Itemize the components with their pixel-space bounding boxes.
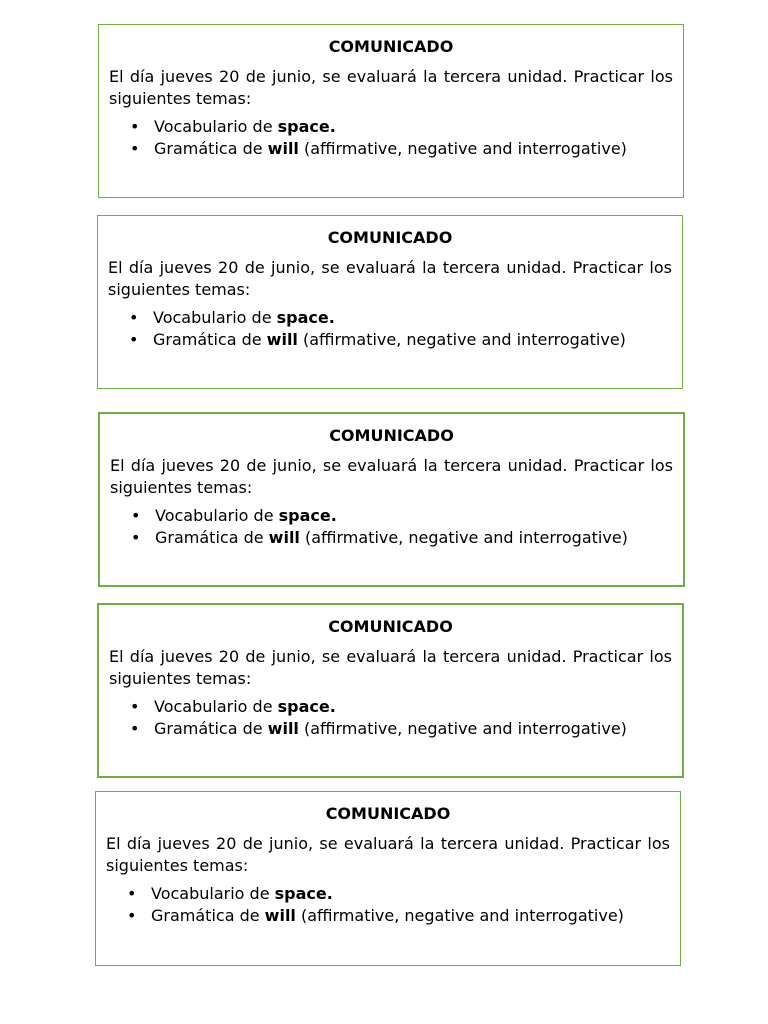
topic-label: Vocabulario de	[153, 308, 277, 327]
bullet-icon: •	[130, 117, 140, 136]
bullet-icon: •	[131, 528, 141, 547]
bullet-icon: •	[127, 906, 137, 925]
topic-keyword: space.	[276, 308, 335, 327]
notice-title: COMUNICADO	[328, 37, 454, 56]
topic-list	[109, 696, 672, 740]
topic-list	[110, 505, 673, 549]
notice-card	[97, 603, 684, 778]
topic-label: Vocabulario de	[154, 117, 278, 136]
bullet-icon: •	[129, 308, 139, 327]
topic-label: Gramática de	[155, 528, 269, 547]
topic-keyword: will	[268, 528, 300, 547]
topic-vocabulary	[106, 883, 670, 905]
notice-body: El día jueves 20 de junio, se evaluará la tercera unidad. Practicar los siguientes temas:	[109, 647, 672, 688]
topic-label: Gramática de	[154, 139, 268, 158]
topic-grammar	[110, 527, 673, 549]
topic-label: Vocabulario de	[155, 506, 279, 525]
topic-list	[109, 116, 673, 160]
topic-keyword: will	[267, 139, 299, 158]
notice-title: COMUNICADO	[325, 804, 451, 823]
notice-card	[97, 215, 683, 389]
topic-vocabulary	[109, 116, 673, 138]
topic-keyword: space.	[277, 117, 336, 136]
topic-vocabulary	[110, 505, 673, 527]
topic-keyword: will	[266, 330, 298, 349]
topic-grammar	[108, 329, 672, 351]
notice-title: COMUNICADO	[328, 617, 453, 636]
topic-keyword: space.	[274, 884, 333, 903]
topic-list	[108, 307, 672, 351]
notice-title: COMUNICADO	[329, 426, 454, 445]
topic-vocabulary	[108, 307, 672, 329]
notice-title: COMUNICADO	[327, 228, 453, 247]
bullet-icon: •	[130, 719, 140, 738]
bullet-icon: •	[127, 884, 137, 903]
topic-grammar	[106, 905, 670, 927]
topic-detail: (affirmative, negative and interrogative)	[297, 330, 626, 349]
topic-detail: (affirmative, negative and interrogative)	[295, 906, 624, 925]
notice-card	[98, 412, 685, 587]
notice-body: El día jueves 20 de junio, se evaluará la tercera unidad. Practicar los siguientes temas:	[109, 67, 673, 108]
topic-keyword: space.	[277, 697, 336, 716]
bullet-icon: •	[130, 139, 140, 158]
topic-detail: (affirmative, negative and interrogative)	[299, 528, 628, 547]
notice-body: El día jueves 20 de junio, se evaluará la tercera unidad. Practicar los siguientes temas:	[106, 834, 670, 875]
topic-detail: (affirmative, negative and interrogative)	[298, 719, 627, 738]
topic-keyword: will	[267, 719, 299, 738]
bullet-icon: •	[130, 697, 140, 716]
topic-vocabulary	[109, 696, 672, 718]
topic-grammar	[109, 718, 672, 740]
topic-label: Gramática de	[153, 330, 267, 349]
topic-label: Vocabulario de	[154, 697, 278, 716]
topic-grammar	[109, 138, 673, 160]
topic-label: Vocabulario de	[151, 884, 275, 903]
notice-card	[95, 791, 681, 966]
notice-body: El día jueves 20 de junio, se evaluará la tercera unidad. Practicar los siguientes temas:	[110, 456, 673, 497]
topic-list	[106, 883, 670, 927]
bullet-icon: •	[131, 506, 141, 525]
topic-label: Gramática de	[154, 719, 268, 738]
topic-detail: (affirmative, negative and interrogative)	[298, 139, 627, 158]
topic-keyword: will	[264, 906, 296, 925]
notice-body: El día jueves 20 de junio, se evaluará la tercera unidad. Practicar los siguientes temas:	[108, 258, 672, 299]
bullet-icon: •	[129, 330, 139, 349]
notice-card	[98, 24, 684, 198]
topic-label: Gramática de	[151, 906, 265, 925]
topic-keyword: space.	[278, 506, 337, 525]
